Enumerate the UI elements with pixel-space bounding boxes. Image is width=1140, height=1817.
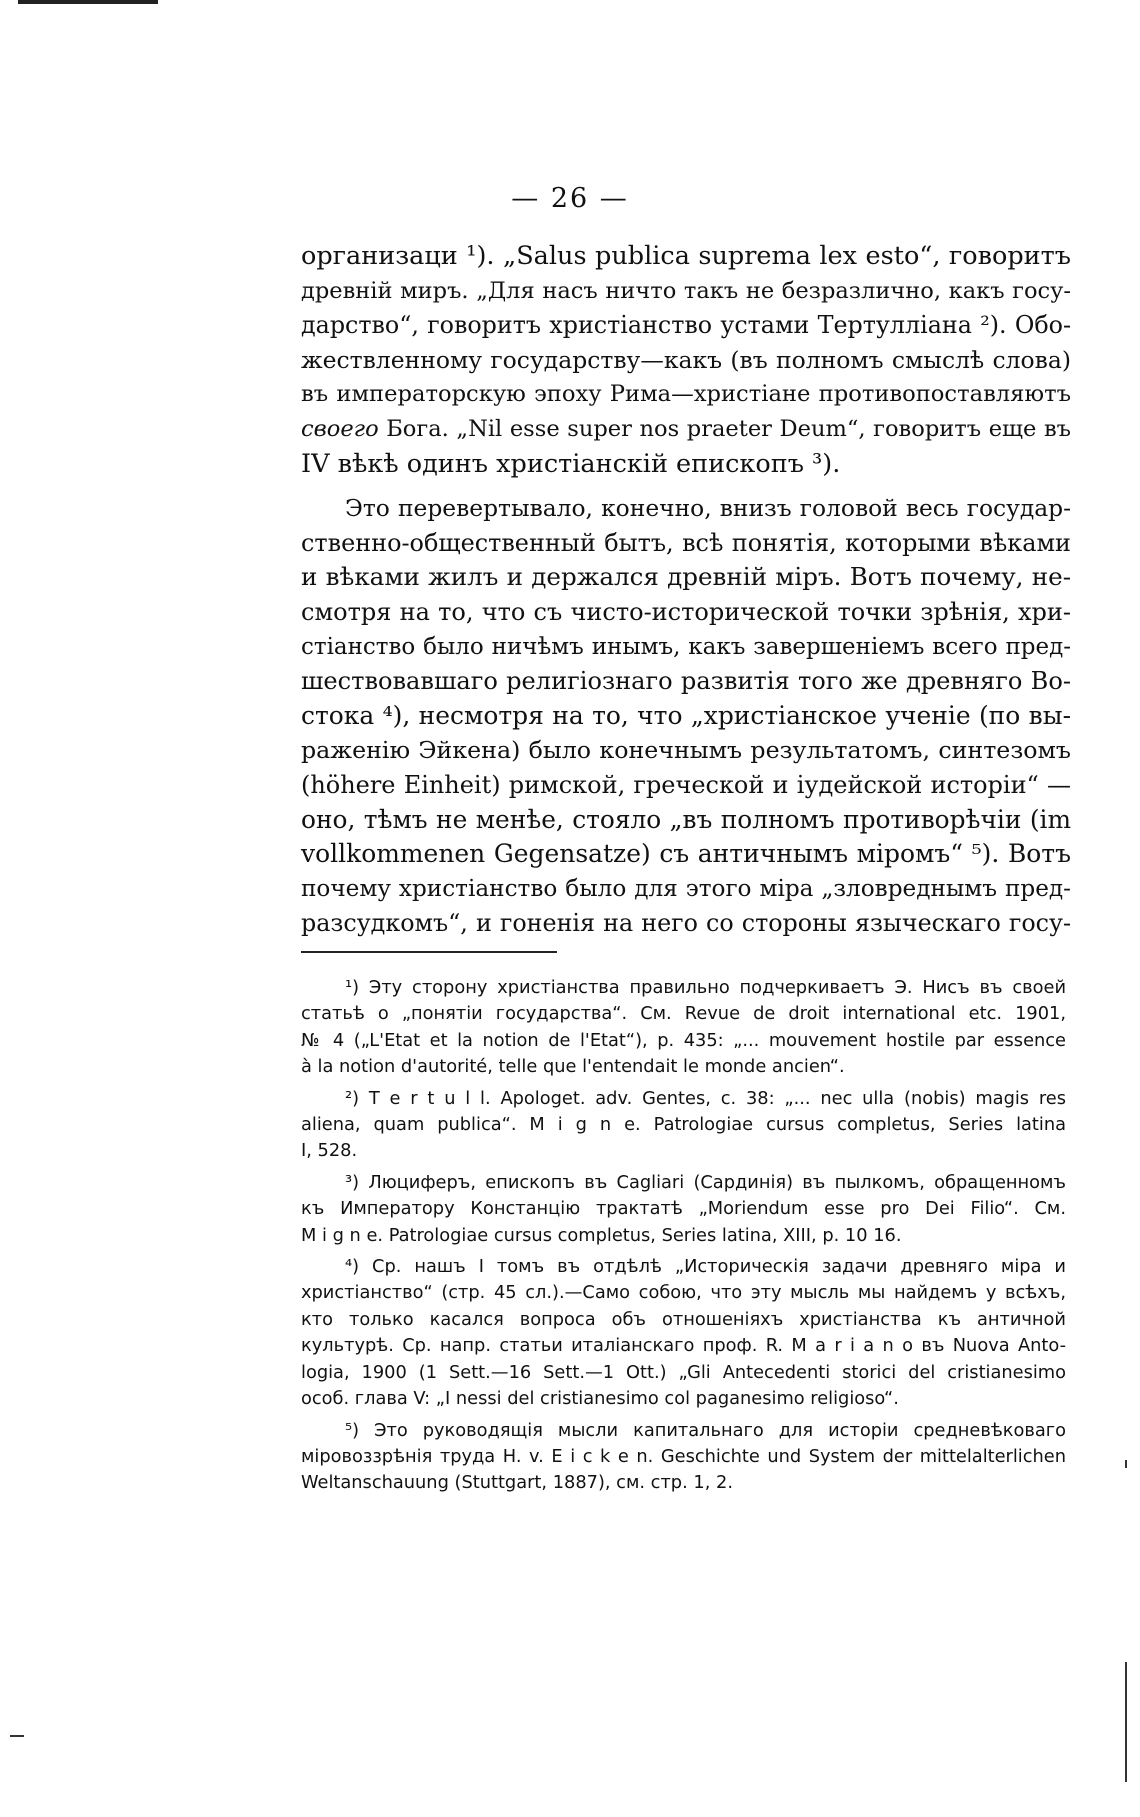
text-line: ственно-общественный бытъ, всѣ понятія, которыми вѣками	[301, 528, 1071, 557]
text-line: раженію Эйкена) было конечнымъ результатомъ, синтезомъ	[301, 736, 1071, 765]
footnote-1	[301, 975, 1066, 1081]
text-line: разсудкомъ“, и гоненія на него со стороны языческаго госу-	[301, 909, 1071, 938]
scan-edge-mark	[1125, 1662, 1127, 1782]
page-number: — 26 —	[511, 183, 629, 214]
text-line: шествовавшаго религіознаго развитія того же древняго Во-	[301, 667, 1071, 696]
footnote-line: культурѣ. Ср. напр. статьи италіанскаго проф. R. M a r i a n o въ Nuova Anto-	[301, 1335, 1066, 1357]
footnote-2	[301, 1086, 1066, 1165]
footnote-line: особ. глава V: „I nessi del cristianesimo col paganesimo religioso“.	[301, 1388, 899, 1410]
text-line: въ императорскую эпоху Рима—христіане противопоставляютъ	[301, 381, 1071, 408]
footnote-line: ¹) Эту сторону христіанства правильно подчеркиваетъ Э. Нисъ въ своей	[345, 977, 1066, 998]
text-line: IV вѣкѣ одинъ христіанскій епископъ ³).	[301, 448, 841, 479]
text-line: дарство“, говоритъ христіанство устами Тертулліана ²). Обо-	[301, 311, 1071, 340]
footnote-line: M i g n e. Patrologiae cursus completus, Series latina, XIII, p. 10 16.	[301, 1224, 902, 1246]
footnote-line: logia, 1900 (1 Sett.—16 Sett.—1 Ott.) „Gli Antecedenti storici del cristianesimo	[301, 1361, 1066, 1383]
footnote-line: ⁴) Ср. нашъ I томъ въ отдѣлѣ „Историческія задачи древняго міра и	[345, 1256, 1066, 1278]
text-line: vollkommenen Gegensatze) съ античнымъ міромъ“ ⁵). Вотъ	[301, 839, 1071, 869]
footnote-line: кто только касался вопроса объ отношеніяхъ христіанства къ античной	[301, 1308, 1066, 1330]
text-line: организаци ¹). „Salus publica suprema lex esto“, говоритъ	[301, 241, 1071, 271]
footnote-line: I, 528.	[301, 1140, 358, 1162]
text-line: жествленному государству—какъ (въ полномъ смыслѣ слова)	[301, 345, 1071, 374]
text-line: Это перевертывало, конечно, внизъ головой весь государ-	[345, 494, 1071, 523]
scan-edge-mark	[18, 0, 158, 4]
footnote-line: къ Императору Констанцію трактатѣ „Moriendum esse pro Dei Filio“. См.	[301, 1198, 1066, 1220]
footnote-3	[301, 1170, 1066, 1249]
footnote-separator	[301, 951, 557, 953]
footnote-line: à la notion d'autorité, telle que l'entendait le monde ancien“.	[301, 1056, 845, 1078]
footnote-line: ⁵) Это руководящія мысли капитальнаго для исторіи средневѣковаго	[345, 1419, 1066, 1441]
text-line: стока ⁴), несмотря на то, что „христіанское ученіе (по вы-	[301, 700, 1071, 730]
footnote-line: ³) Люциферъ, епископъ въ Cagliari (Сардинія) въ пылкомъ, обращенномъ	[345, 1171, 1066, 1193]
text-line: смотря на то, что съ чисто-исторической точки зрѣнія, хри-	[301, 597, 1071, 626]
text-line: и вѣками жилъ и держался древній міръ. Вотъ почему, не-	[301, 562, 1071, 592]
scan-edge-mark	[10, 1735, 24, 1737]
text-line: стіанство было ничѣмъ инымъ, какъ завершеніемъ всего пред-	[301, 633, 1071, 660]
footnote-line: христіанство“ (стр. 45 сл.).—Само собою, что эту мысль мы найдемъ у всѣхъ,	[301, 1282, 1066, 1304]
text-line: почему христіанство было для этого міра „зловреднымъ пред-	[301, 875, 1071, 902]
footnote-line: Weltanschauung (Stuttgart, 1887), см. стр. 1, 2.	[301, 1472, 733, 1494]
main-text	[301, 239, 1071, 941]
text-line: древній миръ. „Для насъ ничто такъ не безразлично, какъ госу-	[301, 277, 1071, 304]
footnotes	[301, 975, 1066, 1502]
footnote-line: міровоззрѣнія труда H. v. E i c k e n. Geschichte und System der mittelalterlichen	[301, 1445, 1066, 1467]
footnote-5	[301, 1418, 1066, 1497]
footnote-line: № 4 („L'Etat et la notion de l'Etat“), p. 435: „... mouvement hostile par essence	[301, 1029, 1066, 1051]
footnote-line: статьѣ о „понятіи государства“. См. Revue de droit international etc. 1901,	[301, 1003, 1066, 1025]
text-line: оно, тѣмъ не менѣе, стояло „въ полномъ противорѣчіи (im	[301, 804, 1071, 834]
footnote-line: aliena, quam publica“. M i g n e. Patrologiae cursus completus, Series latina	[301, 1114, 1066, 1136]
text-line: (höhere Einheit) римской, греческой и іудейской исторіи“ —	[301, 770, 1071, 799]
text-line: своего Бога. „Nil esse super nos praeter Deum“, говоритъ еще въ	[301, 415, 1071, 442]
footnote-4	[301, 1254, 1066, 1412]
footnote-line: ²) T e r t u l l. Apologet. adv. Gentes, c. 38: „... nec ulla (nobis) magis res	[345, 1087, 1066, 1109]
scan-edge-mark	[1125, 1460, 1127, 1468]
